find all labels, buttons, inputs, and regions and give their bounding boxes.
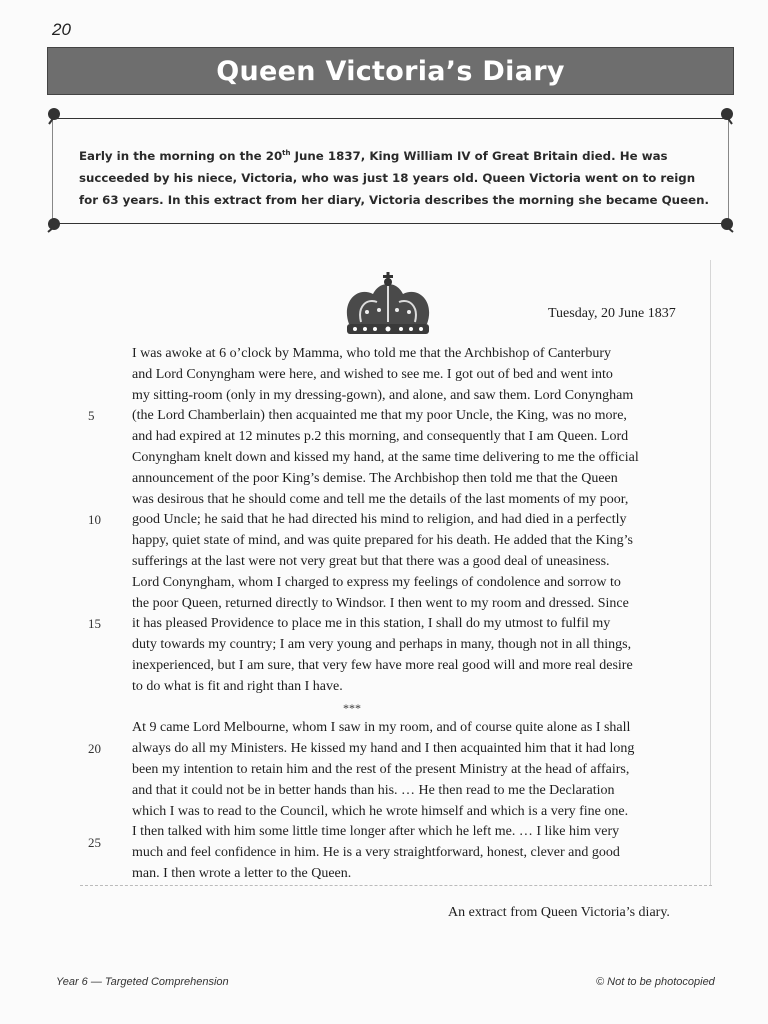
diary-line: Conyngham knelt down and kissed my hand, at the same time delivering to me the official (132, 449, 639, 465)
intro-line: succeeded by his niece, Victoria, who was just 18 years old. Queen Victoria went on to reign (79, 170, 696, 185)
diary-line: I was awoke at 6 o’clock by Mamma, who told me that the Archbishop of Canterbury (132, 346, 611, 361)
diary-line: always do all my Ministers. He kissed my hand and I then acquainted him that it had long (132, 741, 635, 757)
diary-line: and Lord Conyngham were here, and wished to see me. I got out of bed and went into (132, 366, 613, 382)
footer-series-title: Year 6 — Targeted Comprehension (56, 976, 229, 988)
diary-line: been my intention to retain him and the rest of the present Ministry at the head of affairs, (132, 761, 630, 777)
diary-extract (132, 344, 692, 885)
diary-line: announcement of the poor King’s demise. The Archbishop then told me that the Queen (132, 470, 618, 486)
section-separator: *** (343, 700, 361, 715)
crown-illustration (337, 272, 439, 340)
diary-line: I then talked with him some little time longer after which he left me. … I like him very (132, 824, 620, 840)
page-edge-divider (710, 260, 711, 885)
title-banner (47, 47, 734, 95)
pushpin-icon (45, 215, 63, 233)
diary-line: the poor Queen, returned directly to Windsor. I then went to my room and dressed. Since (132, 595, 629, 611)
intro-line: Early in the morning on the 20th June 1837, King William IV of Great Britain died. He was (79, 148, 668, 163)
footer-copyright: © Not to be photocopied (596, 976, 715, 988)
diary-line: much and feel confidence in him. He is a very straightforward, honest, clever and good (132, 845, 620, 861)
intro-box (52, 118, 729, 224)
pushpin-icon (45, 107, 63, 125)
diary-line: sufferings at the last were not very great but that there was a good deal of uneasiness. (132, 553, 610, 569)
diary-line: good Uncle; he said that he had directed his mind to religion, and had died in a perfectly (132, 512, 627, 528)
diary-line: duty towards my country; I am very young and perhaps in many, though not in all things, (132, 637, 632, 653)
pushpin-icon (718, 215, 736, 233)
diary-line: Lord Conyngham, whom I charged to express my feelings of condolence and sorrow to (132, 574, 621, 590)
diary-line: man. I then wrote a letter to the Queen. (132, 865, 352, 881)
page-title: Queen Victoria’s Diary (216, 55, 565, 87)
diary-line: it has pleased Providence to place me in this station, I shall do my utmost to fulfil my (132, 616, 611, 632)
diary-line: inexperienced, but I am sure, that very few have more real good will and more real desire (132, 657, 633, 673)
diary-line: At 9 came Lord Melbourne, whom I saw in my room, and of course quite alone as I shall (132, 720, 631, 736)
line-number: 5 (88, 408, 95, 423)
intro-text (79, 142, 709, 211)
source-caption: An extract from Queen Victoria’s diary. (448, 905, 670, 920)
line-number: 15 (88, 616, 101, 631)
line-number: 20 (88, 741, 101, 756)
diary-line: was desirous that he should come and tell me the details of the last moments of my poor, (132, 491, 629, 507)
diary-line: happy, quiet state of mind, and was quite prepared for his death. He added that the King’s (132, 533, 634, 549)
torn-edge-divider (80, 885, 712, 888)
intro-line: for 63 years. In this extract from her diary, Victoria describes the morning she became Queen. (79, 192, 709, 207)
line-number: 10 (88, 512, 101, 527)
page-number: 20 (52, 20, 71, 39)
diary-date: Tuesday, 20 June 1837 (548, 306, 676, 321)
diary-line: my sitting-room (only in my dressing-gown), and alone, and saw them. Lord Conyngham (132, 387, 634, 403)
diary-line: (the Lord Chamberlain) then acquainted me that my poor Uncle, the King, was no more, (132, 408, 627, 424)
diary-line: and had expired at 12 minutes p.2 this morning, and consequently that I am Queen. Lord (132, 429, 629, 445)
diary-line: and that it could not be in better hands than his. … He then read to me the Declaration (132, 782, 615, 798)
line-number: 25 (88, 835, 101, 850)
diary-line: to do what is fit and right than I have. (132, 678, 343, 694)
diary-line: which I was to read to the Council, which he wrote himself and which is a very fine one. (132, 803, 629, 819)
pushpin-icon (718, 107, 736, 125)
